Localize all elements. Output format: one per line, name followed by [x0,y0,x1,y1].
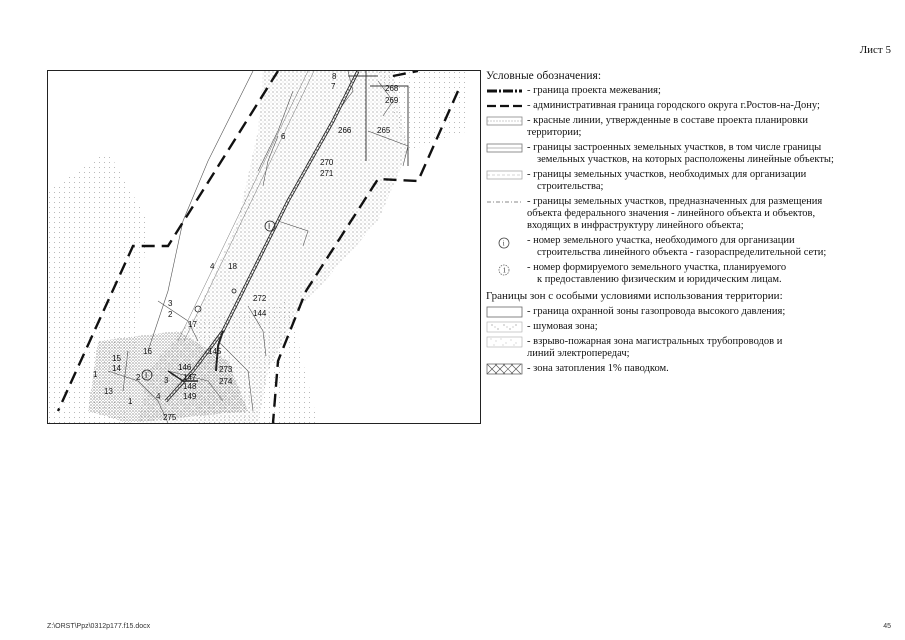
legend-item-plot-number [486,235,898,259]
legend-item-line: - красные линии, утвержденные в составе проекта планировки [527,115,808,126]
zones-title: Границы зон с особыми условиями использования территории: [486,290,783,302]
legend-item-line: - границы земельных участков, необходимых для организации [527,169,807,180]
legend-item-line: объекта федерального значения - линейного объекта и объектов, [527,208,816,219]
legend-item-text: - зона затопления 1% паводком. [527,363,669,374]
legend-item-red-lines [486,115,898,139]
footer-file-path: Z:\ORST\Ppz\0312p177.f15.docx [47,623,151,630]
map-label: 271 [320,169,334,178]
federal-plots-symbol [486,196,523,208]
svg-text:1: 1 [502,266,507,275]
red-lines-symbol [486,115,523,127]
legend-item-text: - шумовая зона; [527,321,598,332]
legend-item-admin-boundary [486,100,898,112]
map-label: 3 [168,299,173,308]
map-label: 1 [93,370,98,379]
map-label: 145 [208,347,222,356]
legend-item-line: строительства; [537,181,604,192]
explosion-zone-symbol [486,336,523,348]
sheet-label: Лист 5 [859,44,891,56]
legend-item-line: к предоставлению физическим и юридическим лицам. [537,274,782,285]
legend-item-line: линий электропередач; [527,348,630,359]
plot-number-symbol [486,235,523,247]
legend-item-text [527,336,898,360]
map-label: 8 [332,72,337,81]
survey-boundary-symbol [486,85,523,97]
legend-item-formed-plot-number [486,262,898,286]
map-label: 274 [219,377,233,386]
legend-item-federal-plots [486,196,898,232]
legend-item-text: - граница проекта межевания; [527,85,661,96]
legend-item-line: - номер земельного участка, необходимого для организации [527,235,795,246]
legend-item-text [527,142,898,166]
gas-protection-symbol [486,306,523,318]
map-label: I [145,371,148,380]
map-label: 3 [164,376,169,385]
flood-zone-symbol [486,363,523,375]
legend-item-line: строительства линейного объекта - газораспределительной сети; [537,247,827,258]
map-label: 266 [338,126,352,135]
map-label: 270 [320,158,334,167]
map-label: 146 [178,363,192,372]
admin-boundary-symbol [486,100,523,112]
map-label: 275 [163,413,177,422]
map-label: 147 [183,373,197,382]
map-label: 1 [128,397,133,406]
legend [486,70,898,378]
map-label: 14 [112,364,121,373]
map-label: 18 [228,262,237,271]
legend-zone-flood [486,363,898,375]
legend-item-line: - границы застроенных земельных участков, в том числе границы [527,142,822,153]
legend-item-line: входящих в инфраструктуру линейного объекта; [527,220,744,231]
map-label: I [268,222,271,231]
legend-item-text [527,196,898,232]
construction-plots-symbol [486,169,523,181]
map-label: 4 [210,262,215,271]
svg-text:i: i [502,239,505,248]
map-label: 6 [281,132,286,141]
legend-item-text [527,235,898,259]
legend-zone-gas-protection [486,306,898,318]
legend-zone-explosion [486,336,898,360]
legend-item-line: территории; [527,127,582,138]
legend-item-text [527,169,898,193]
map-label: 17 [188,320,197,329]
map-label: 272 [253,294,267,303]
map-label: 2 [136,373,141,382]
built-plots-symbol [486,142,523,154]
legend-item-text: - граница охранной зоны газопровода высокого давления; [527,306,786,317]
formed-plot-number-symbol [486,262,523,274]
map-label: 144 [253,309,267,318]
legend-title: Условные обозначения: [486,70,602,82]
legend-item-construction-plots [486,169,898,193]
map-label: 16 [143,347,152,356]
noise-zone-symbol [486,321,523,333]
map-label: 15 [112,354,121,363]
map-label: 13 [104,387,113,396]
map-label: 269 [385,96,399,105]
legend-item-text [527,115,898,139]
survey-map [47,70,481,424]
map-label: 7 [331,82,336,91]
legend-item-line: - взрыво-пожарная зона магистральных трубопроводов и [527,336,783,347]
footer-page-number: 45 [883,623,891,630]
legend-item-survey-boundary [486,85,898,97]
map-label: 149 [183,392,197,401]
map-label: 2 [168,310,173,319]
map-label: 4 [156,392,161,401]
legend-item-line: - границы земельных участков, предназначенных для размещения [527,196,823,207]
legend-item-text: - административная граница городского округа г.Ростов-на-Дону; [527,100,820,111]
legend-zone-noise [486,321,898,333]
legend-item-text [527,262,898,286]
map-label: 148 [183,382,197,391]
legend-item-built-plots [486,142,898,166]
map-label: 268 [385,84,399,93]
legend-item-line: земельных участков, на которых расположены линейные объекты; [537,154,834,165]
legend-item-line: - номер формируемого земельного участка, планируемого [527,262,787,273]
map-label: 273 [219,365,233,374]
map-drawing [48,71,480,423]
map-label: 265 [377,126,391,135]
